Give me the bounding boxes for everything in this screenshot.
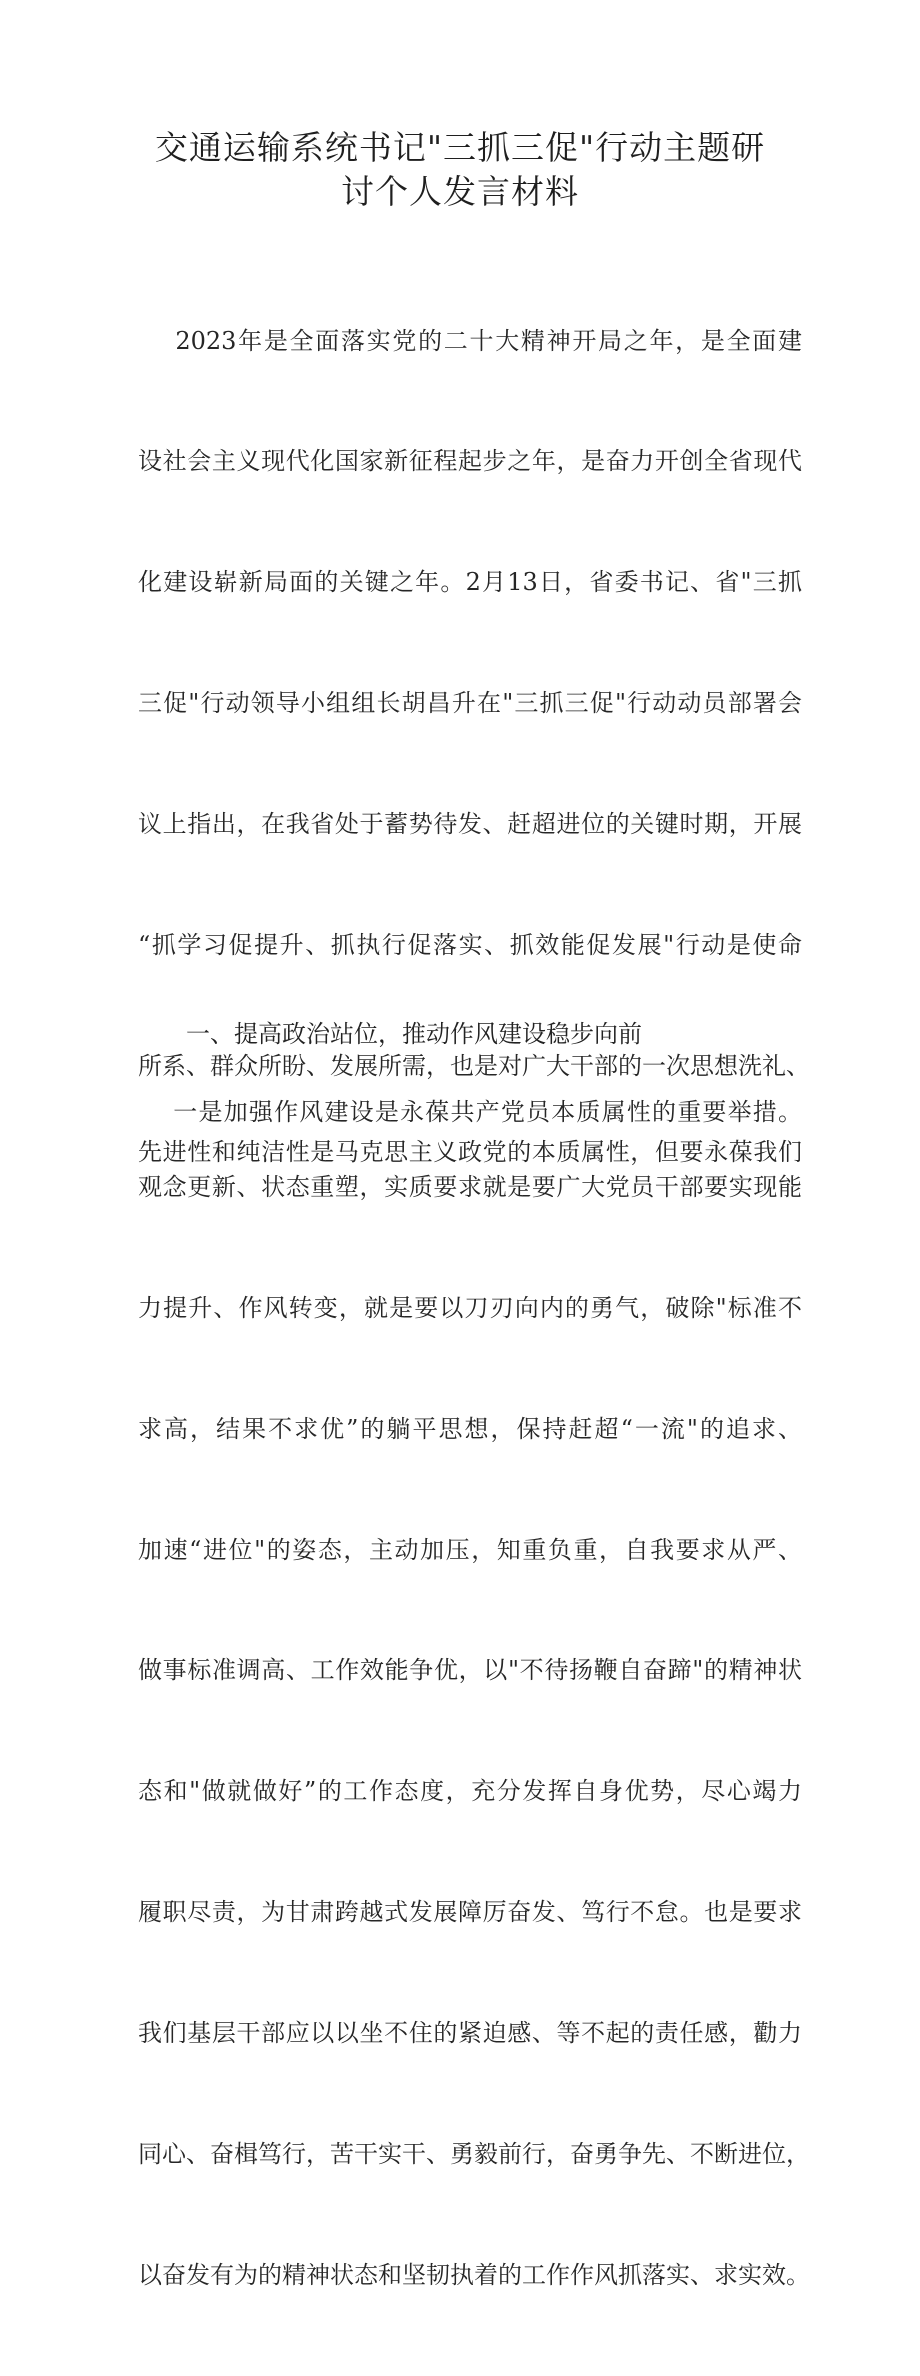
paragraph-line: 履职尽责，为甘肃跨越式发展障厉奋发、笃行不怠。也是要求 — [138, 1898, 802, 1927]
section-heading: 一、提高政治站位，推动作风建设稳步向前 — [186, 1020, 642, 1048]
paragraph-line: 以奋发有为的精神状态和坚韧执着的工作作风抓落实、求实效。 — [138, 2260, 810, 2289]
paragraph-line: 设社会主义现代化国家新征程起步之年，是奋力开创全省现代 — [138, 447, 802, 476]
paragraph-line: 一是加强作风建设是永葆共产党员本质属性的重要举措。 — [138, 1098, 802, 1126]
paragraph-line: 化建设崭新局面的关键之年。2月13日，省委书记、省"三抓 — [138, 568, 802, 597]
paragraph-line: “抓学习促提升、抓执行促落实、抓效能促发展"行动是使命 — [138, 931, 802, 960]
title-line: 讨个人发言材料 — [341, 172, 579, 211]
paragraph-line: 三促"行动领导小组组长胡昌升在"三抓三促"行动动员部署会 — [138, 689, 802, 718]
paragraph-line: 观念更新、状态重塑，实质要求就是要广大党员干部要实现能 — [138, 1172, 802, 1201]
paragraph-line: 2023年是全面落实党的二十大精神开局之年，是全面建 — [138, 326, 802, 355]
paragraph-line: 我们基层干部应以以坐不住的紧迫感、等不起的责任感，勸力 — [138, 2019, 802, 2048]
paragraph-line: 先进性和纯洁性是马克思主义政党的本质属性，但要永葆我们 — [138, 1138, 802, 1167]
paragraph-line: 求高，结果不求优”的躺平思想，保持赶超“一流"的追求、 — [138, 1414, 802, 1443]
section-paragraph — [138, 1092, 802, 1173]
title-line: 交通运输系统书记"三抓三促"行动主题研 — [154, 128, 766, 167]
paragraph-line: 加速“进位"的姿态，主动加压，知重负重，自我要求从严、 — [138, 1535, 802, 1564]
intro-paragraph — [138, 240, 810, 2376]
document-title — [100, 126, 820, 214]
paragraph-line: 态和"做就做好”的工作态度，充分发挥自身优势，尽心竭力 — [138, 1777, 802, 1806]
paragraph-line: 同心、奋楫笃行，苦干实干、勇毅前行，奋勇争先、不断进位， — [138, 2139, 810, 2168]
paragraph-line: 所系、群众所盼、发展所需，也是对广大干部的一次思想洗礼、 — [138, 1051, 810, 1080]
paragraph-line: 力提升、作风转变，就是要以刀刃向内的勇气，破除"标准不 — [138, 1293, 802, 1322]
paragraph-line: 做事标准调高、工作效能争优，以"不待扬鞭自奋蹄"的精神状 — [138, 1656, 802, 1685]
paragraph-line: 议上指出，在我省处于蓄势待发、赶超进位的关键时期，开展 — [138, 810, 802, 839]
